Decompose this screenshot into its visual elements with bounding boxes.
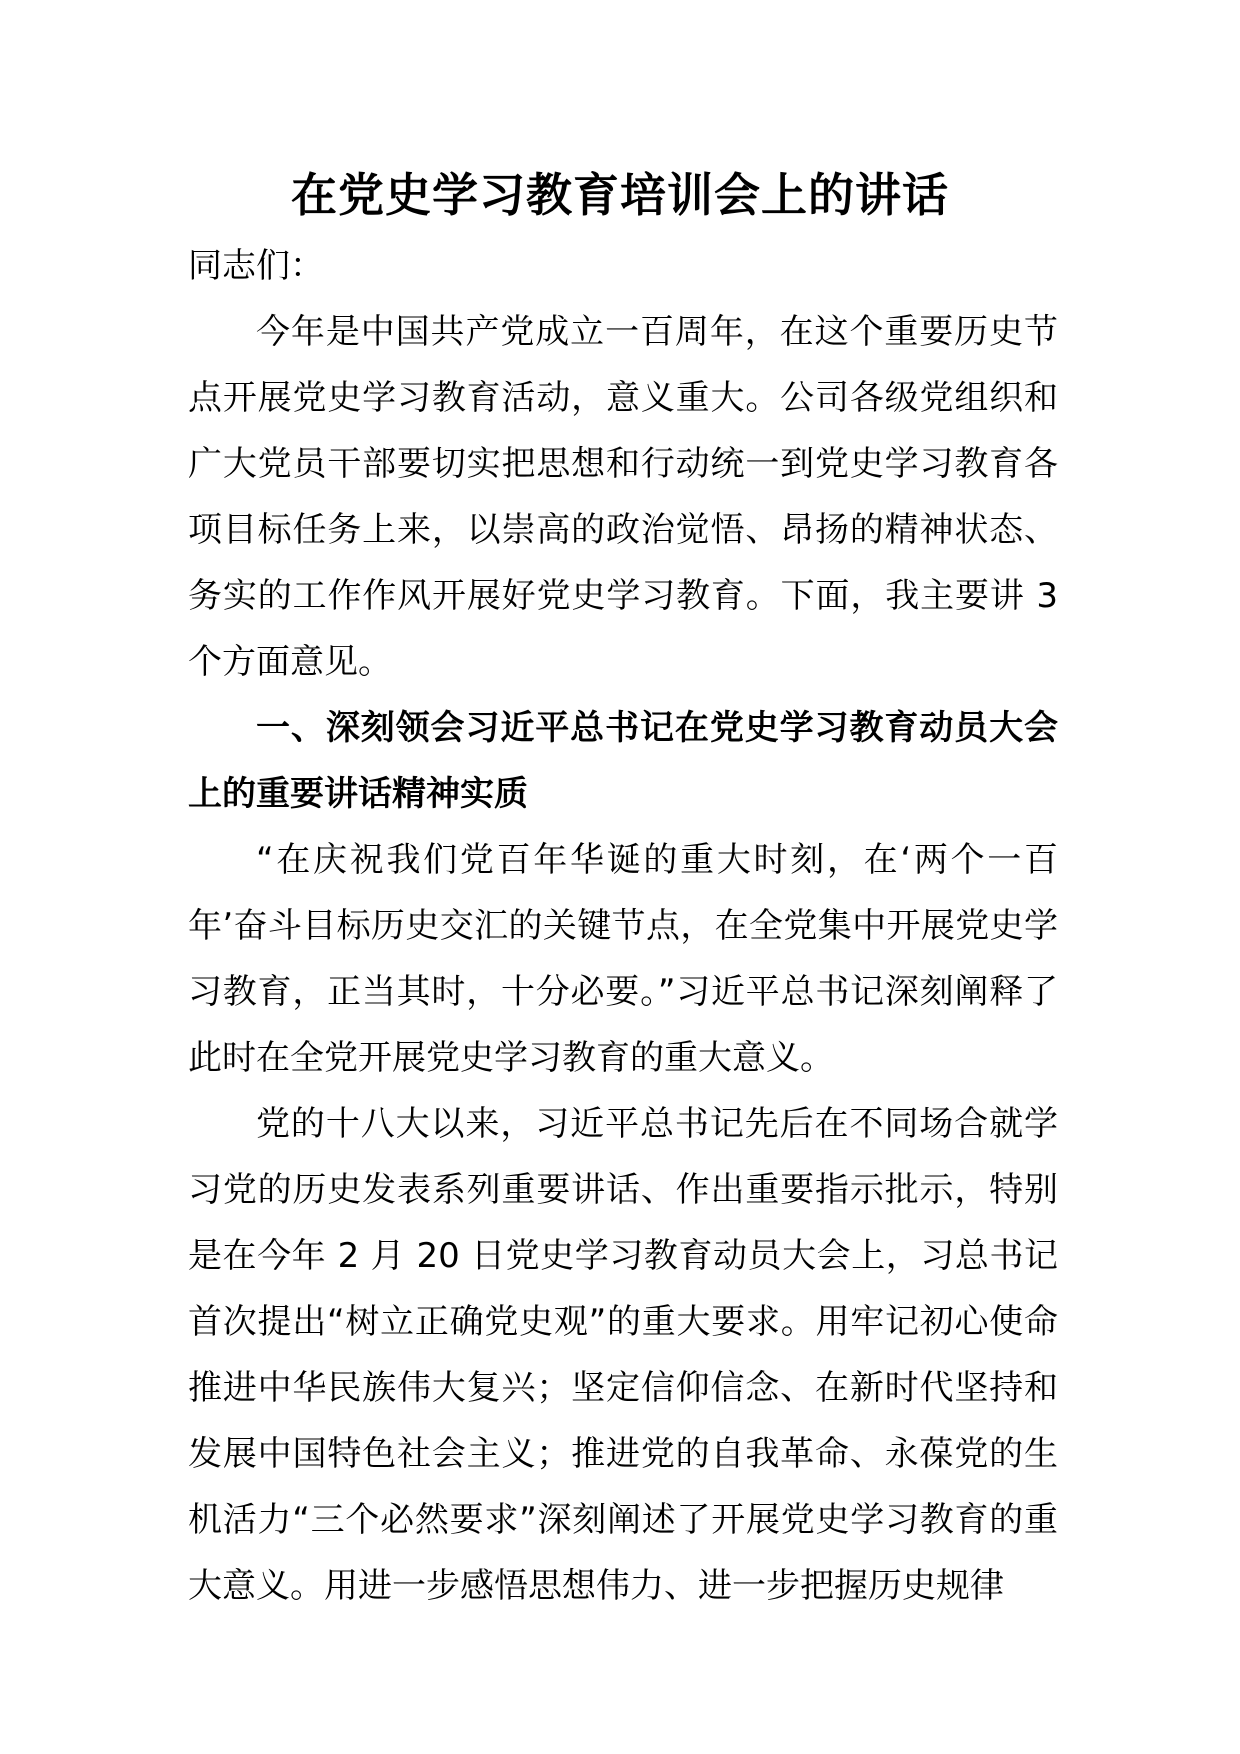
document-body	[188, 233, 1058, 1619]
salutation: 同志们：	[188, 246, 324, 286]
paragraph-quote: “在庆祝我们党百年华诞的重大时刻，在‘两个一百年’奋斗目标历史交汇的关键节点，在全党集中开展党史学习教育，正当其时，十分必要。”习近平总书记深刻阐释了此时在全党开展党史学习教育的重大意义。	[188, 840, 1058, 1078]
document-title: 在党史学习教育培训会上的讲话	[291, 168, 949, 222]
paragraph-since-18th-congress: 党的十八大以来，习近平总书记先后在不同场合就学习党的历史发表系列重要讲话、作出重要指示批示，特别是在今年 2 月 20 日党史学习教育动员大会上，习总书记首次提出“树立正确党史观”的重大要求。用牢记初心使命推进中华民族伟大复兴；坚定信仰信念、在新时代坚持和发展中国特色社会主义；推进党的自我革命、永葆党的生机活力“三个必然要求”深刻阐述了开展党史学习教育的重大意义。用进一步感悟思想伟力、进一步把握历史规律	[188, 1104, 1058, 1606]
paragraph-intro: 今年是中国共产党成立一百周年，在这个重要历史节点开展党史学习教育活动，意义重大。公司各级党组织和广大党员干部要切实把思想和行动统一到党史学习教育各项目标任务上来，以崇高的政治觉悟、昂扬的精神状态、务实的工作作风开展好党史学习教育。下面，我主要讲 3 个方面意见。	[188, 312, 1058, 682]
section-heading-1: 一、深刻领会习近平总书记在党史学习教育动员大会上的重要讲话精神实质	[188, 708, 1058, 814]
